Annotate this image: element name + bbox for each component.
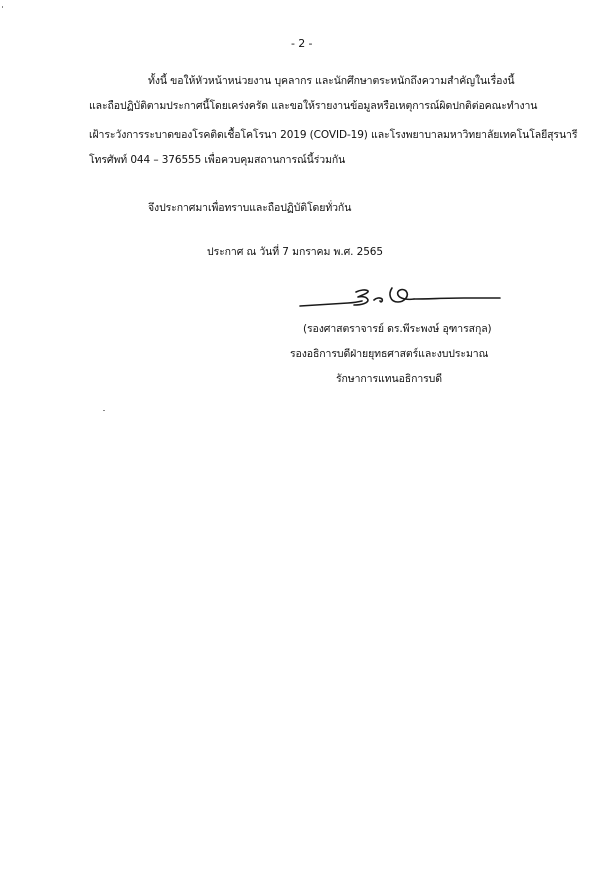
paragraph-line: และถือปฏิบัติตามประกาศนี้โดยเคร่งครัด และขอให้รายงานข้อมูลหรือเหตุการณ์ผิดปกติต่อคณะทำงาน bbox=[89, 100, 538, 112]
scan-speck bbox=[103, 410, 105, 411]
handwritten-signature bbox=[296, 278, 536, 318]
paragraph-line: ทั้งนี้ ขอให้หัวหน้าหน่วยงาน บุคลากร และนักศึกษาตระหนักถึงความสำคัญในเรื่องนี้ bbox=[148, 75, 515, 87]
signatory-title: รองอธิการบดีฝ่ายยุทธศาสตร์และงบประมาณ bbox=[290, 348, 489, 360]
signatory-name: (รองศาสตราจารย์ ดร.พีระพงษ์ อุฑารสกุล) bbox=[303, 323, 492, 335]
paragraph-line: เฝ้าระวังการระบาดของโรคติดเชื้อโคโรนา 2019 (COVID-19) และโรงพยาบาลมหาวิทยาลัยเทคโนโลยีสุรนารี bbox=[89, 129, 578, 141]
signatory-acting-title: รักษาการแทนอธิการบดี bbox=[336, 373, 442, 385]
page-number: - 2 - bbox=[291, 37, 313, 50]
announcement-date: ประกาศ ณ วันที่ 7 มกราคม พ.ศ. 2565 bbox=[207, 246, 383, 258]
announcement-line: จึงประกาศมาเพื่อทราบและถือปฏิบัติโดยทั่วกัน bbox=[148, 202, 352, 214]
scan-speck bbox=[2, 6, 3, 8]
paragraph-line: โทรศัพท์ 044 – 376555 เพื่อควบคุมสถานการณ์นี้ร่วมกัน bbox=[89, 154, 346, 166]
